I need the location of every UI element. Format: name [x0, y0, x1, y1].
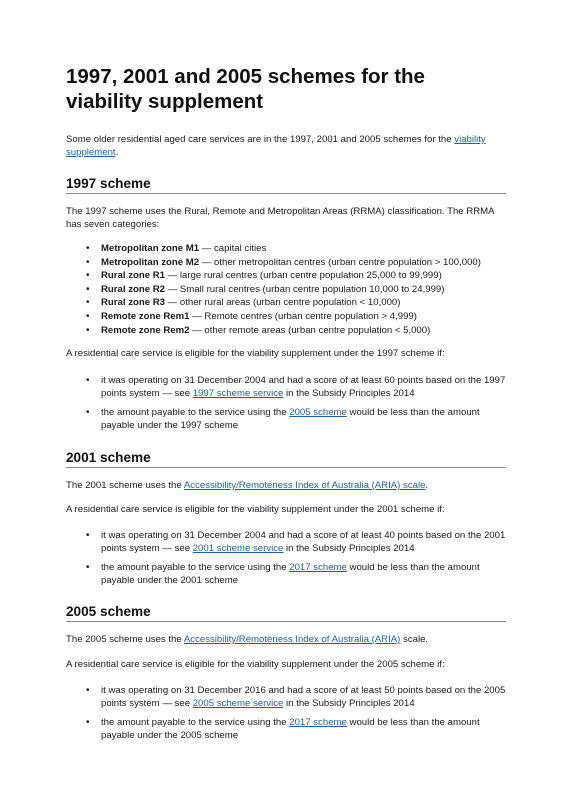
- list-item: [66, 374, 506, 400]
- category-text: — Remote centres (urban centre population > 4,999): [189, 310, 417, 322]
- category-name: Metropolitan zone M1: [101, 243, 200, 254]
- category-text: — capital cities: [199, 243, 267, 254]
- condition-text-end: in the Subsidy Principles 2014: [283, 543, 415, 554]
- condition-text: it was operating on 31 December 2004 and had a score of at least 40 points based on the 2001 points system — see: [101, 530, 506, 554]
- condition-text: it was operating on 31 December 2004 and had a score of at least 60 points based on the 1997 points system — see: [101, 375, 506, 399]
- 2005-scheme-service-link[interactable]: 2005 scheme service: [192, 698, 284, 709]
- viability-supplement-link[interactable]: viability supplement: [66, 134, 486, 158]
- eligibility-intro-2005: A residential care service is eligible for the viability supplement under the 2005 scheme if:: [66, 659, 445, 670]
- eligibility-intro-1997: A residential care service is eligible for the viability supplement under the 1997 scheme if:: [66, 348, 445, 359]
- list-item: [66, 716, 506, 742]
- condition-text: the amount payable to the service using the: [101, 717, 290, 728]
- condition-list-2005: [66, 684, 506, 748]
- intro-text-end: .: [115, 147, 119, 158]
- condition-text-end: in the Subsidy Principles 2014: [283, 388, 415, 399]
- rrma-description: The 1997 scheme uses the Rural, Remote and Metropolitan Areas (RRMA) classification. The RRMA has seven categories:: [66, 206, 494, 230]
- category-name: Remote zone Rem2: [101, 324, 190, 336]
- 2017-scheme-link[interactable]: 2017 scheme: [289, 562, 347, 573]
- list-item: [66, 324, 506, 337]
- section-heading-2001: 2001 scheme: [66, 449, 506, 468]
- condition-list-1997: [66, 374, 506, 438]
- condition-text-end: would be less than the amount payable under the 2001 scheme: [101, 562, 480, 586]
- list-item: [66, 296, 506, 309]
- condition-list-2001: [66, 529, 506, 593]
- category-text: — other rural areas (urban centre population < 10,000): [164, 297, 401, 309]
- eligibility-intro-2001: A residential care service is eligible for the viability supplement under the 2001 scheme if:: [66, 504, 445, 515]
- desc-text-end: .: [425, 480, 429, 491]
- category-text: — other metropolitan centres (urban centre population > 100,000): [199, 256, 481, 268]
- 2001-scheme-service-link[interactable]: 2001 scheme service: [192, 543, 284, 554]
- rrma-category-list: [66, 242, 506, 337]
- category-name: Rural zone R3: [101, 297, 165, 309]
- intro-text: Some older residential aged care services are in the 1997, 2001 and 2005 schemes for the: [66, 134, 455, 145]
- list-item: [66, 561, 506, 587]
- list-item: [66, 684, 506, 710]
- category-name: Rural zone R1: [101, 270, 165, 282]
- list-item: [66, 269, 506, 282]
- section-heading-1997: 1997 scheme: [66, 175, 506, 194]
- aria-description-2001: [66, 479, 506, 492]
- category-text: — other remote areas (urban centre population < 5,000): [189, 324, 431, 336]
- 1997-scheme-service-link[interactable]: 1997 scheme service: [192, 388, 284, 399]
- category-name: Rural zone R2: [101, 283, 165, 295]
- section-heading-2005: 2005 scheme: [66, 603, 506, 622]
- list-item: [66, 242, 506, 255]
- intro-paragraph: [66, 133, 506, 159]
- desc-text: The 2005 scheme uses the: [66, 634, 184, 645]
- list-item: [66, 283, 506, 296]
- list-item: [66, 529, 506, 555]
- condition-text: the amount payable to the service using the: [101, 407, 290, 418]
- aria-scale-link[interactable]: Accessibility/Remoteness Index of Australia (ARIA) scale: [183, 480, 426, 491]
- list-item: [66, 310, 506, 323]
- category-name: Metropolitan zone M2: [101, 256, 200, 268]
- 2005-scheme-link[interactable]: 2005 scheme: [289, 407, 347, 418]
- desc-text-end: scale.: [400, 634, 429, 645]
- category-text: — Small rural centres (urban centre population 10,000 to 24,999): [164, 283, 445, 295]
- 2017-scheme-link[interactable]: 2017 scheme: [289, 717, 347, 728]
- page-title: 1997, 2001 and 2005 schemes for the viability supplement: [66, 65, 425, 113]
- list-item: [66, 256, 506, 269]
- condition-text: the amount payable to the service using the: [101, 562, 290, 573]
- category-name: Remote zone Rem1: [101, 310, 190, 322]
- aria-link[interactable]: Accessibility/Remoteness Index of Australia (ARIA): [183, 634, 401, 645]
- list-item: [66, 406, 506, 432]
- condition-text-end: would be less than the amount payable under the 2005 scheme: [101, 717, 480, 741]
- condition-text-end: in the Subsidy Principles 2014: [283, 698, 415, 709]
- desc-text: The 2001 scheme uses the: [66, 480, 184, 491]
- aria-description-2005: [66, 633, 506, 646]
- condition-text-end: would be less than the amount payable under the 1997 scheme: [101, 407, 480, 431]
- category-text: — large rural centres (urban centre population 25,000 to 99,999): [164, 270, 442, 282]
- condition-text: it was operating on 31 December 2016 and had a score of at least 50 points based on the 2005 points system — see: [101, 685, 506, 709]
